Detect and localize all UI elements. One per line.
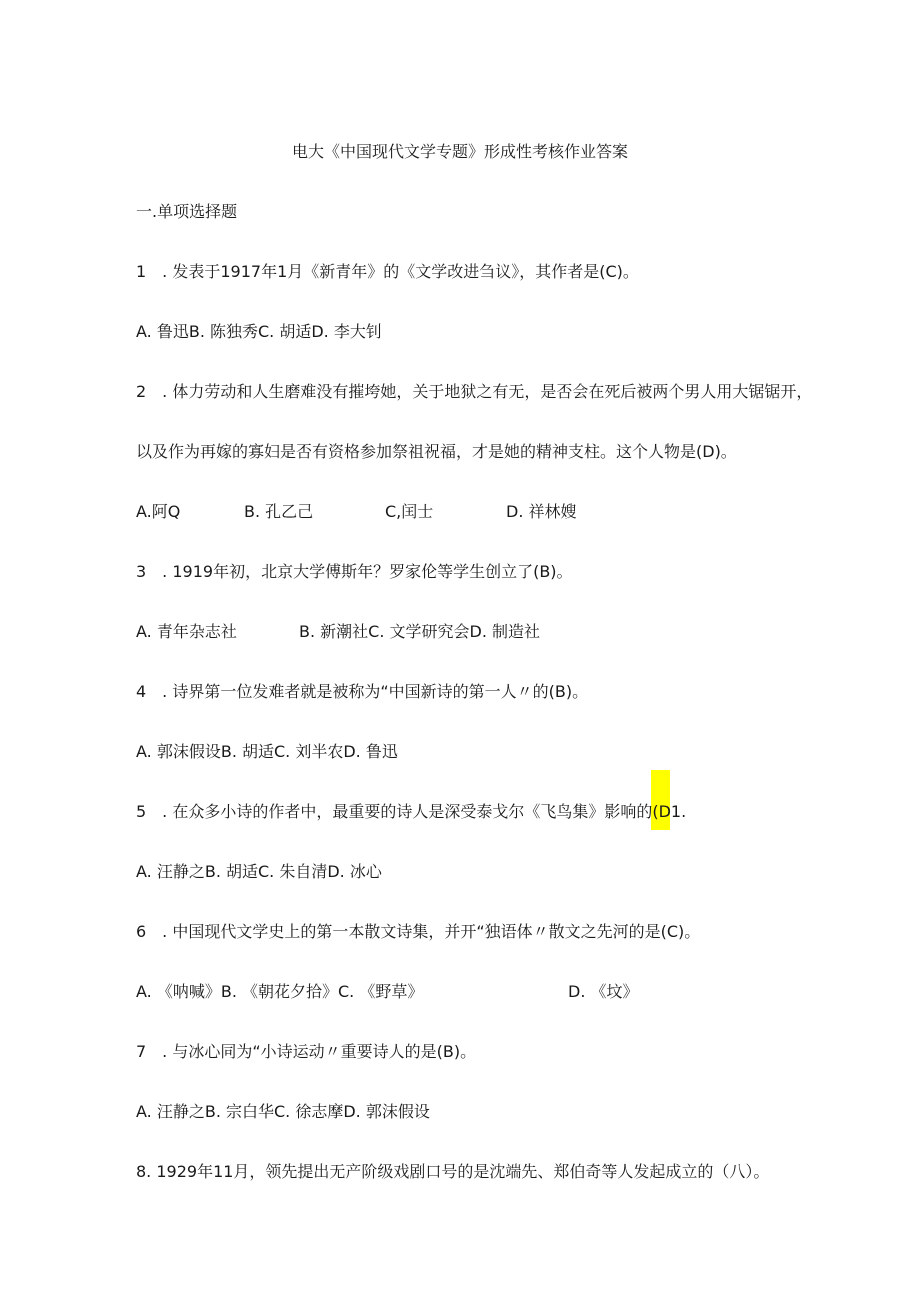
question-2-option-c: C,闰士	[385, 502, 434, 521]
question-1-options: A. 鲁迅B. 陈独秀C. 胡适D. 李大钊	[136, 322, 382, 341]
question-5: 5 . 在众多小诗的作者中，最重要的诗人是深受泰戈尔《飞鸟集》影响的(D1.	[136, 802, 687, 821]
question-1: 1 . 发表于1917年1月《新青年》的《文学改进刍议》，其作者是(C)。	[136, 262, 639, 281]
question-4: 4 . 诗界第一位发难者就是被称为“中国新诗的第一人〃的(B)。	[136, 682, 589, 701]
question-2: 2 . 体力劳动和人生磨难没有摧垮她，关于地狱之有无，是否会在死后被两个男人用大锯锯开，	[136, 382, 813, 401]
question-6: 6 . 中国现代文学史上的第一本散文诗集，并开“独语体〃散文之先河的是(C)。	[136, 922, 701, 941]
question-2-option-b: B. 孔乙己	[244, 502, 314, 521]
question-3: 3 . 1919年初，北京大学傅斯年？罗家伦等学生创立了(B)。	[136, 562, 573, 581]
question-4-options: A. 郭沫假设B. 胡适C. 刘半农D. 鲁迅	[136, 742, 398, 761]
question-7-options: A. 汪静之B. 宗白华C. 徐志摩D. 郭沫假设	[136, 1102, 430, 1121]
question-6-option-abc: A. 《呐喊》B. 《朝花夕拾》C. 《野草》	[136, 982, 424, 1001]
question-2-option-d: D. 祥林嫂	[506, 502, 577, 521]
document-title: 电大《中国现代文学专题》形成性考核作业答案	[291, 142, 628, 161]
question-5-options: A. 汪静之B. 胡适C. 朱自清D. 冰心	[136, 862, 382, 881]
question-3-option-bcd: B. 新潮社C. 文学研究会D. 制造社	[299, 622, 540, 641]
question-7: 7 . 与冰心同为“小诗运动〃重要诗人的是(B)。	[136, 1042, 477, 1061]
question-8: 8. 1929年11月，领先提出无产阶级戏剧口号的是沈端先、郑伯奇等人发起成立的（八）。	[136, 1162, 770, 1181]
question-6-option-d: D. 《坟》	[568, 982, 639, 1001]
question-2-continued: 以及作为再嫁的寡妇是否有资格参加祭祖祝福，才是她的精神支柱。这个人物是(D)。	[136, 442, 737, 461]
question-3-option-a: A. 青年杂志社	[136, 622, 237, 641]
section-heading: 一.单项选择题	[136, 202, 238, 221]
question-2-option-a: A.阿Q	[136, 502, 181, 521]
